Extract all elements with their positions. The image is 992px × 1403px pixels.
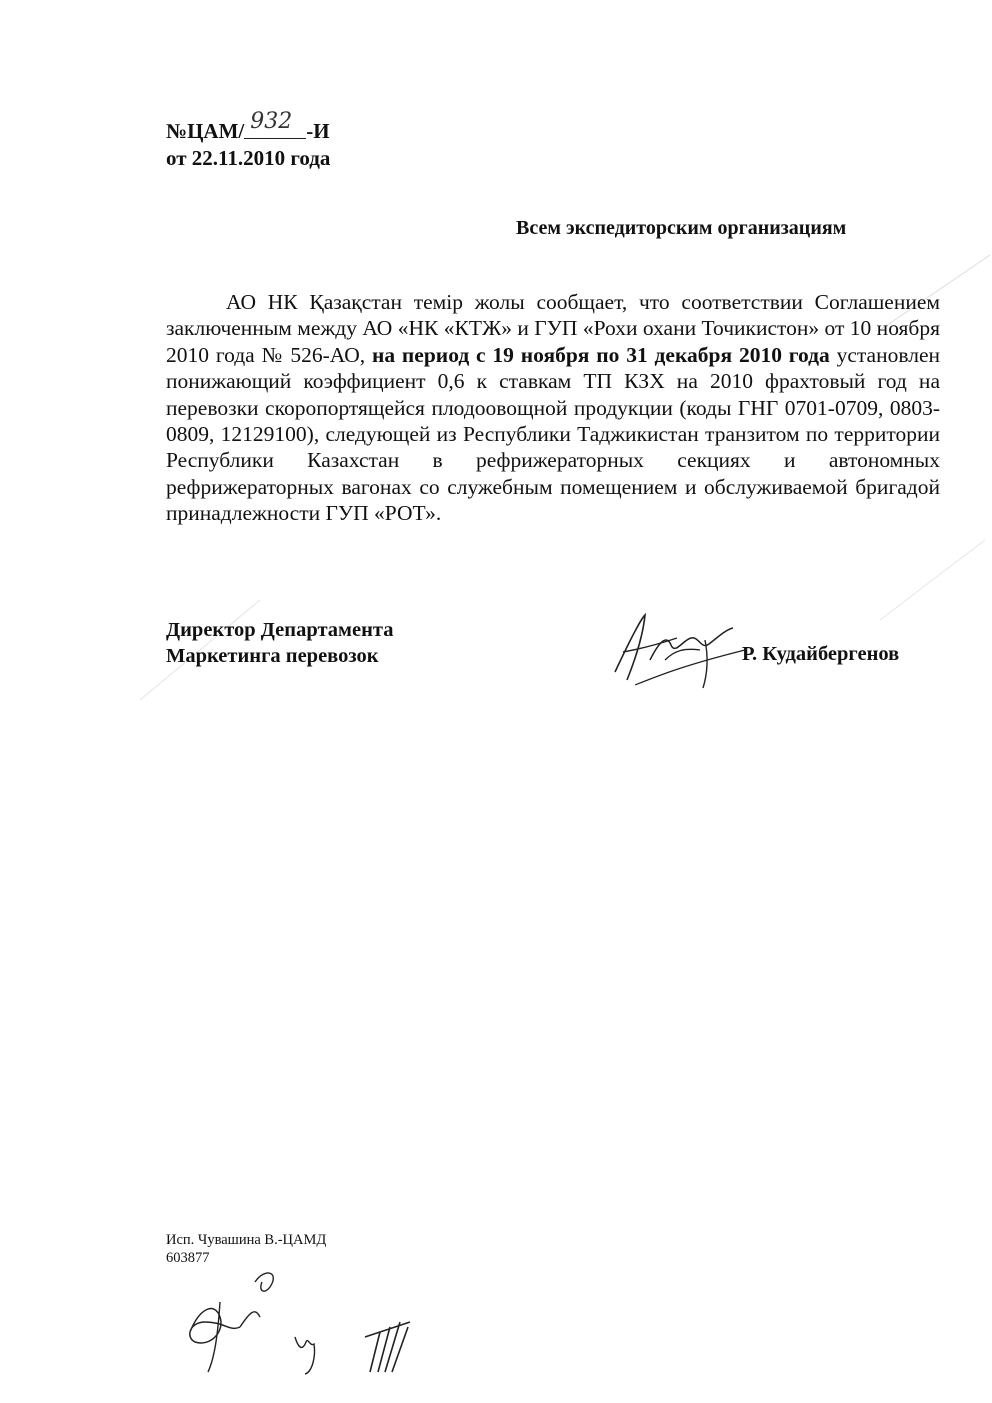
addressee: Всем экспедиторским организациям (516, 217, 847, 239)
approval-initials-icon (170, 1262, 440, 1382)
signatory-name: Р. Кудайбергенов (742, 643, 900, 665)
handwritten-number: 932 (244, 118, 306, 139)
period-highlight: на период с 19 ноября по 31 декабря 2010 года (371, 342, 830, 367)
reference-number (166, 109, 330, 145)
reference-suffix: -И (306, 119, 330, 143)
reference-block (166, 109, 331, 172)
body-paragraph: АО НК Қазақстан темір жолы сообщает, что соответствии Соглашением заключенным между АО «НК «КТЖ» и ГУП «Рохи охани Точикистон» от 10 ноября 2010 года № 526-АО, на период с 19 ноября по 31 декабря 2010 года установлен понижающий коэффициент 0,6 к ставкам ТП КЗХ на 2010 фрахтовый год на перевозки скоропортящейся плодоовощной продукции (коды ГНГ 0701-0709, 0803-0809, 12129100), следующей из Республики Таджикистан транзитом по территории Республики Казахстан в рефрижераторных секциях и автономных рефрижераторных вагонах со служебным помещением и обслуживаемой бригадой принадлежности ГУП «РОТ». (166, 290, 940, 526)
reference-prefix: №ЦАМ/ (166, 119, 245, 143)
letter-body (166, 289, 940, 527)
director-signature-icon (605, 600, 755, 695)
reference-date: от 22.11.2010 года (166, 146, 331, 170)
executor-name: Исп. Чувашина В.-ЦАМД (166, 1232, 327, 1248)
signatory-title: Директор Департамента Маркетинга перевозок (166, 619, 394, 667)
executor-phone: 603877 (166, 1250, 210, 1266)
